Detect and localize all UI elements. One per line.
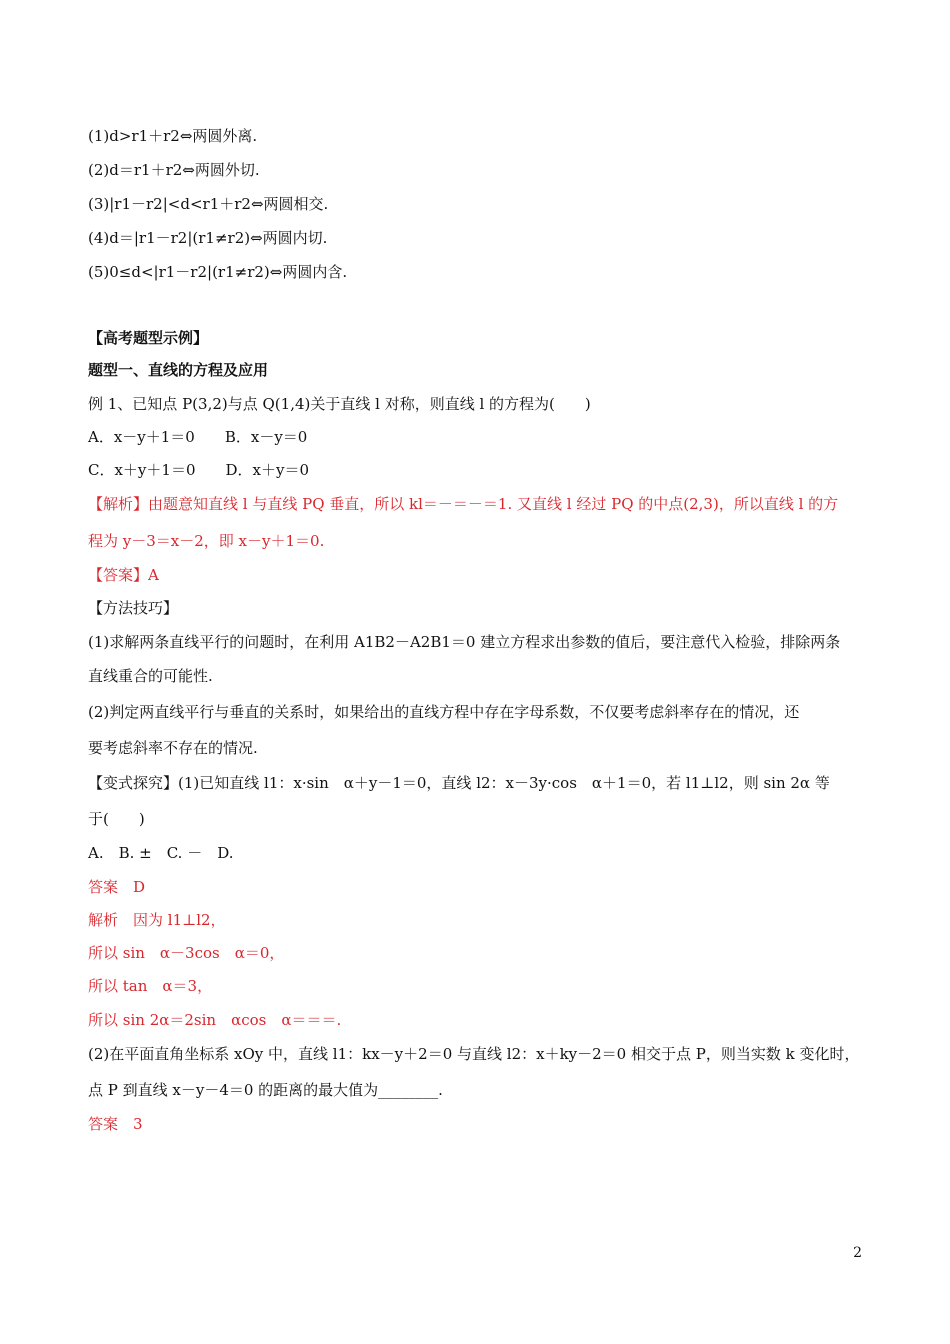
example1-options-row1: A．x－y＋1＝0 B．x－y＝0 bbox=[88, 428, 308, 446]
example1-analysis-line1: 【解析】由题意知直线 l 与直线 PQ 垂直，所以 kl＝－＝－＝1. 又直线 l 经过 PQ 的中点(2,3)，所以直线 l 的方 bbox=[88, 495, 839, 513]
type-title: 题型一、直线的方程及应用 bbox=[88, 361, 269, 379]
variant-solution-1: 解析 因为 l1⊥l2， bbox=[88, 911, 226, 929]
method-p2-line2: 要考虑斜率不存在的情况. bbox=[88, 739, 258, 757]
method-p1-line1: (1)求解两条直线平行的问题时，在利用 A1B2－A2B1＝0 建立方程求出参数的值后，要注意代入检验，排除两条 bbox=[88, 633, 841, 651]
variant-solution-3: 所以 tan α＝3， bbox=[88, 977, 213, 995]
page-number: 2 bbox=[853, 1245, 862, 1261]
circle-relation-4: (4)d＝|r1－r2|(r1≠r2)⇔两圆内切. bbox=[88, 229, 328, 247]
circle-relation-3: (3)|r1－r2|<d<r1＋r2⇔两圆相交. bbox=[88, 195, 329, 213]
variant-solution-2: 所以 sin α－3cos α＝0， bbox=[88, 944, 285, 962]
example1-answer: 【答案】A bbox=[88, 566, 159, 584]
variant-options: A. B. ± C. － D. bbox=[88, 844, 234, 862]
variant-answer1: 答案 D bbox=[88, 878, 146, 896]
variant-q1-line2: 于( ) bbox=[88, 810, 145, 828]
example1-question: 例 1、已知点 P(3,2)与点 Q(1,4)关于直线 l 对称，则直线 l 的方程为( ) bbox=[88, 395, 591, 413]
circle-relation-1: (1)d>r1＋r2⇔两圆外离. bbox=[88, 127, 258, 145]
variant-q2-line1: (2)在平面直角坐标系 xOy 中，直线 l1：kx－y＋2＝0 与直线 l2：x＋ky－2＝0 相交于点 P，则当实数 k 变化时， bbox=[88, 1045, 860, 1063]
method-p2-line1: (2)判定两直线平行与垂直的关系时，如果给出的直线方程中存在字母系数，不仅要考虑斜率存在的情况，还 bbox=[88, 703, 800, 721]
method-title: 【方法技巧】 bbox=[88, 599, 179, 617]
variant-q2-line2: 点 P 到直线 x－y－4＝0 的距离的最大值为________. bbox=[88, 1081, 443, 1099]
variant-answer2: 答案 3 bbox=[88, 1115, 143, 1133]
example1-analysis-line2: 程为 y－3＝x－2，即 x－y＋1＝0. bbox=[88, 532, 325, 550]
circle-relation-5: (5)0≤d<|r1－r2|(r1≠r2)⇔两圆内含. bbox=[88, 263, 348, 281]
variant-solution-4: 所以 sin 2α＝2sin αcos α＝＝＝. bbox=[88, 1011, 342, 1029]
variant-q1-line1: 【变式探究】(1)已知直线 l1：x·sin α＋y－1＝0，直线 l2：x－3y·cos α＋1＝0，若 l1⊥l2，则 sin 2α 等 bbox=[88, 774, 830, 792]
circle-relation-2: (2)d＝r1＋r2⇔两圆外切. bbox=[88, 161, 260, 179]
example1-options-row2: C．x＋y＋1＝0 D．x＋y＝0 bbox=[88, 461, 310, 479]
method-p1-line2: 直线重合的可能性. bbox=[88, 667, 213, 685]
section-title: 【高考题型示例】 bbox=[88, 329, 209, 347]
